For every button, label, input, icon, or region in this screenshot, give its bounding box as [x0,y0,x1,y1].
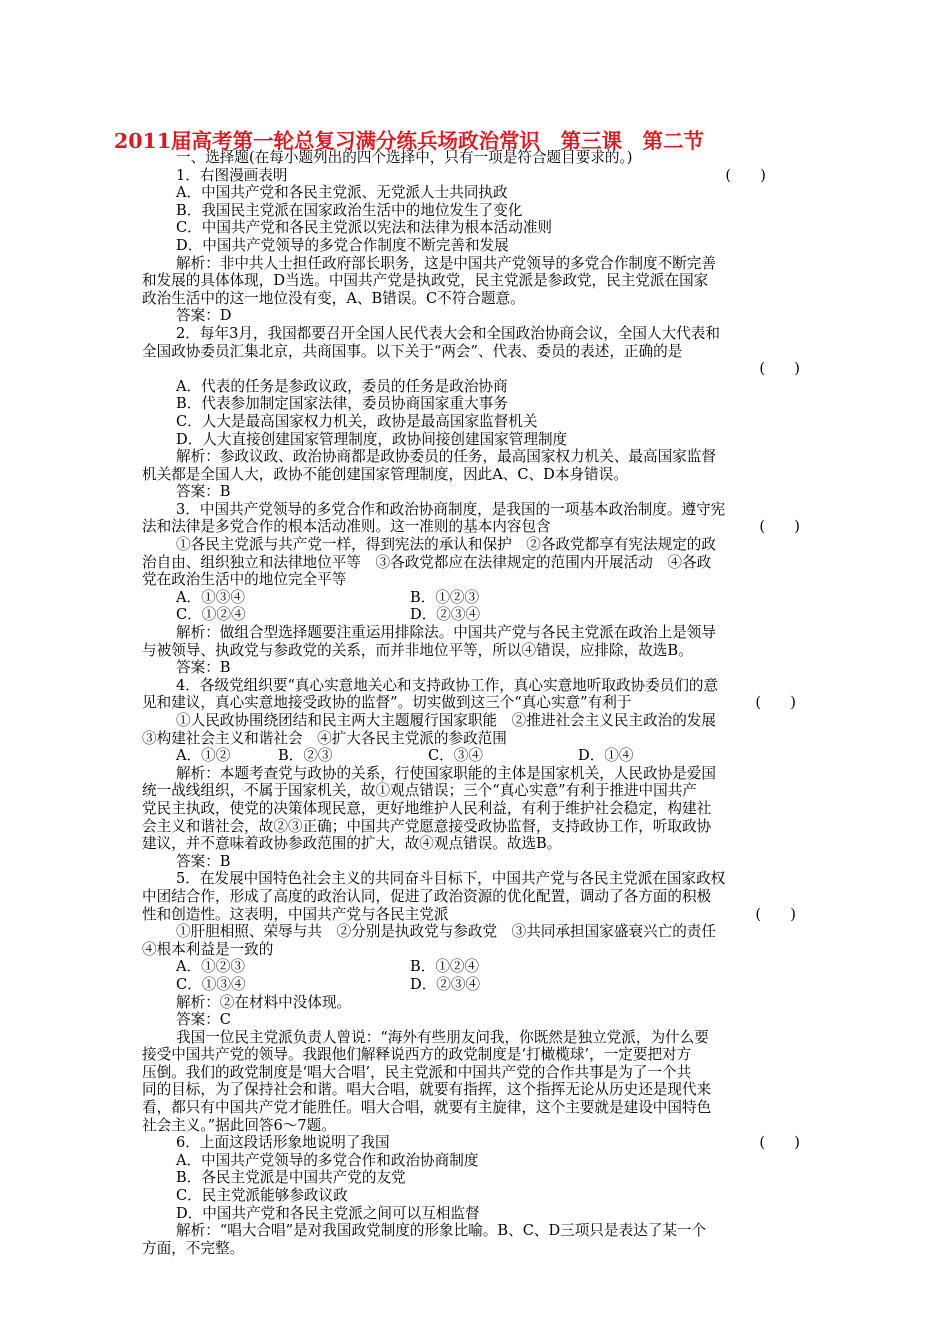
material-line-2: 接受中国共产党的领导。我跟他们解释说西方的政党制度是‘打橄榄球’，一定要把对方 [142,1046,692,1064]
q5-stem-3 [142,906,810,924]
page-title: 2011届高考第一轮总复习满分练兵场政治常识 第三课 第二节 [114,129,705,153]
q6-explanation-2: 方面，不完整。 [142,1239,245,1257]
q2-option-c: C．人大是最高国家权力机关，政协是最高国家监督机关 [176,412,538,430]
q3-statements-2: 治自由、组织独立和法律地位平等 ③各政党都应在法律规定的范围内开展活动 ④各政 [142,553,712,571]
q4-explanation-1: 解析：本题考查党与政协的关系，行使国家职能的主体是国家机关，人民政协是爱国 [176,764,716,782]
q6-option-c: C．民主党派能够参政议政 [176,1187,348,1205]
q2-paren-line [142,360,810,378]
q4-option-c: C．③④ [428,747,483,765]
q5-option-d: D．②③④ [410,975,481,993]
q4-stem-1: 4．各级党组织要“真心实意地关心和支持政协工作，真心实意地听取政协委员们的意 [176,676,719,694]
document-body [142,149,810,1257]
q6-explanation-1: 解析：“唱大合唱”是对我国政党制度的形象比喻。B、C、D三项只是表达了某一个 [176,1222,707,1240]
q3-option-c: C．①②④ [176,606,246,624]
q4-stem-2-text: 见和建议，真心实意地接受政协的监督”。切实做到这三个“真心实意”有利于 [142,694,632,712]
q1-answer: 答案：D [176,307,232,325]
q5-stem-2: 中团结合作，形成了高度的政治认同，促进了政治资源的优化配置，调动了各方面的积极 [142,887,712,905]
q3-stem-2 [142,518,810,536]
q6-answer-paren: ( ) [759,1134,800,1152]
q2-explanation-2: 机关都是全国人大，政协不能创建国家管理制度，因此A、C、D本身错误。 [142,465,628,483]
q3-options-cd [142,606,810,624]
q1-explanation-2: 和发展的具体体现，D当选。中国共产党是执政党，民主党派是参政党，民主党派在国家 [142,272,709,290]
q5-statements-2: ④根本利益是一致的 [142,940,274,958]
q2-answer: 答案：B [176,483,231,501]
q3-statements-3: 党在政治生活中的地位完全平等 [142,571,347,589]
q1-stem-text: 1．右图漫画表明 [176,166,288,184]
q5-stem-1: 5．在发展中国特色社会主义的共同奋斗目标下，中国共产党与各民主党派在国家政权 [176,870,726,888]
q4-option-a: A．①② [176,747,231,765]
q2-option-d: D．人大直接创建国家管理制度，政协间接创建国家管理制度 [176,430,568,448]
q3-option-b: B．①②③ [410,588,480,606]
q3-statements-1: ①各民主党派与共产党一样，得到宪法的承认和保护 ②各政党都享有宪法规定的政 [176,536,716,554]
q6-option-a: A．中国共产党领导的多党合作和政治协商制度 [176,1151,479,1169]
section-intro: 一、选择题(在每小题列出的四个选择中，只有一项是符合题目要求的。) [176,149,633,166]
material-line-5: 看，都只有中国共产党才能胜任。唱大合唱，就要有主旋律，这个主要就是建设中国特色 [142,1099,712,1117]
q5-options-ab [142,958,810,976]
q4-explanation-2: 统一战线组织，不属于国家机关，故①观点错误；三个“真心实意”有利于推进中国共产 [142,782,697,800]
q5-options-cd [142,976,810,994]
q2-option-b: B．代表参加制定国家法律，委员协商国家重大事务 [176,395,508,413]
q4-statements-1: ①人民政协围绕团结和民主两大主题履行国家职能 ②推进社会主义民主政治的发展 [176,712,716,729]
q5-option-c: C．①③④ [176,975,246,993]
q4-stem-2 [142,694,810,712]
q2-option-a: A．代表的任务是参政议政，委员的任务是政治协商 [176,377,508,395]
q3-explanation-1: 解析：做组合型选择题要注重运用排除法。中国共产党与各民主党派在政治上是领导 [176,624,716,642]
q3-option-d: D．②③④ [410,606,481,624]
q5-answer: 答案：C [176,1011,231,1029]
q5-explanation-1: 解析：②在材料中没体现。 [176,993,352,1011]
q5-option-a: A．①②③ [176,958,245,976]
q4-explanation-4: 会主义和谐社会，故②③正确；中国共产党愿意接受政协监督，支持政协工作，听取政协 [142,817,712,835]
q2-stem-2: 全国政协委员汇集北京，共商国事。以下关于“两会”、代表、委员的表述，正确的是 [142,342,683,360]
q2-explanation-1: 解析：参政议政、政治协商都是政协委员的任务，最高国家权力机关、最高国家监督 [176,448,716,466]
q4-statements-2: ③构建社会主义和谐社会 ④扩大各民主党派的参政范围 [142,729,507,747]
q4-option-d: D．①④ [578,747,634,765]
q6-stem [142,1134,810,1152]
material-line-4: 同的目标，为了保持社会和谐。唱大合唱，就要有指挥，这个指挥无论从历史还是现代来 [142,1081,712,1099]
q4-option-b: B．②③ [278,747,333,765]
material-line-3: 压倒。我们的政党制度是‘唱大合唱’，民主党派和中国共产党的合作共事是为了一个共 [142,1063,692,1081]
material-line-6: 社会主义。”据此回答6～7题。 [142,1116,336,1134]
q5-answer-paren: ( ) [755,905,796,923]
q3-stem-1: 3．中国共产党领导的多党合作和政治协商制度，是我国的一项基本政治制度。遵守宪 [176,500,726,518]
q1-option-a: A．中国共产党和各民主党派、无党派人士共同执政 [176,184,508,202]
q5-statements-1: ①肝胆相照、荣辱与共 ②分别是执政党与参政党 ③共同承担国家盛衰兴亡的责任 [176,923,716,941]
q6-option-b: B．各民主党派是中国共产党的友党 [176,1169,406,1187]
q1-option-d: D．中国共产党领导的多党合作制度不断完善和发展 [176,236,509,254]
q1-option-c: C．中国共产党和各民主党派以宪法和法律为根本活动准则 [176,219,553,237]
q2-answer-paren: ( ) [759,360,800,378]
q4-answer: 答案：B [176,852,231,870]
q6-option-d: D．中国共产党和各民主党派之间可以互相监督 [176,1204,480,1222]
q3-answer: 答案：B [176,659,231,677]
q3-option-a: A．①③④ [176,588,245,606]
q3-options-ab [142,589,810,607]
q4-answer-paren: ( ) [755,694,796,712]
q4-options [142,747,810,765]
q1-option-b: B．我国民主党派在国家政治生活中的地位发生了变化 [176,201,523,219]
q1-explanation-1: 解析：非中共人士担任政府部长职务，这是中国共产党领导的多党合作制度不断完善 [176,254,716,272]
material-line-1: 我国一位民主党派负责人曾说：“海外有些朋友问我，你既然是独立党派，为什么要 [176,1028,709,1046]
q3-answer-paren: ( ) [759,518,800,536]
q4-explanation-5: 建议，并不意味着政协参政范围的扩大，故④观点错误。故选B。 [142,835,562,853]
q1-explanation-3: 政治生活中的这一地位没有变，A、B错误。C不符合题意。 [142,289,525,307]
q2-stem-1: 2．每年3月，我国都要召开全国人民代表大会和全国政治协商会议，全国人大代表和 [176,324,720,342]
q1-stem [142,167,810,185]
q5-stem-3-text: 性和创造性。这表明，中国共产党与各民主党派 [142,905,449,923]
q3-explanation-2: 与被领导、执政党与参政党的关系，而并非地位平等，所以④错误，应排除，故选B。 [142,641,693,659]
q1-answer-paren: ( ) [725,166,766,184]
q6-stem-text: 6．上面这段话形象地说明了我国 [176,1134,390,1152]
q4-explanation-3: 党民主执政，使党的决策体现民意，更好地维护人民利益，有利于维护社会稳定，构建社 [142,799,712,817]
q5-option-b: B．①②④ [410,958,480,976]
q3-stem-2-text: 法和法律是多党合作的根本活动准则。这一准则的基本内容包含 [142,518,551,536]
